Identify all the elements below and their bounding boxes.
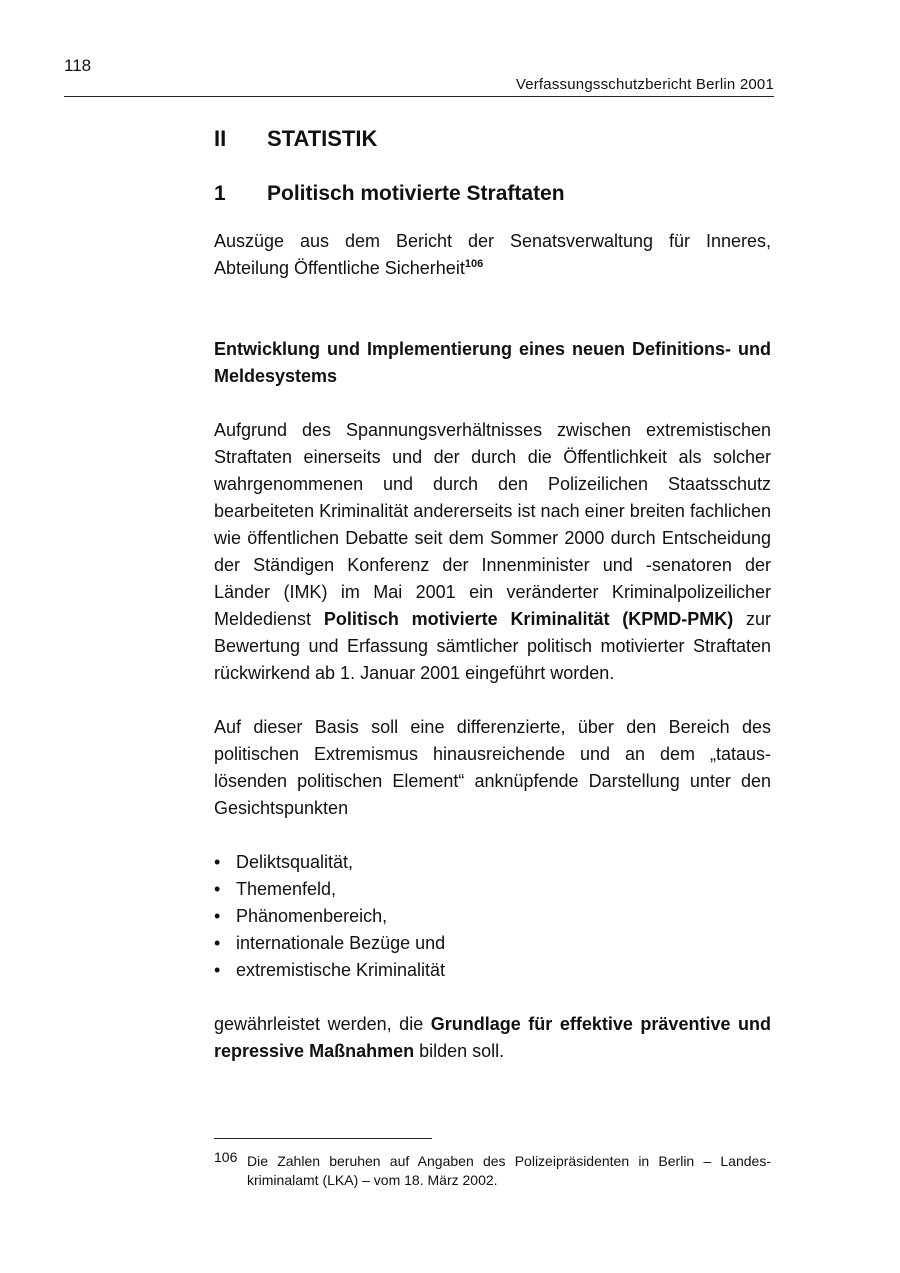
list-item	[214, 930, 771, 957]
section-title: Politisch motivierte Straftaten	[267, 182, 565, 205]
bullet-list	[214, 849, 771, 984]
footnote-number: 106	[214, 1149, 238, 1165]
list-item	[214, 849, 771, 876]
list-item	[214, 957, 771, 984]
running-header: Verfassungsschutzbericht Berlin 2001	[64, 76, 774, 97]
paragraph-1-text-after: zur Bewertung und Erfassung sämtlicher politisch motivierter Straftaten rückwirkend ab 1. Januar 2001 eingeführt worden.	[214, 609, 771, 683]
subheading: Entwicklung und Implementierung eines neuen Definitions- und Meldesystems	[214, 339, 771, 386]
list-item-text: internationale Bezüge und	[236, 933, 446, 953]
page-number: 118	[64, 56, 92, 75]
bullet-icon: •	[214, 960, 221, 980]
bullet-icon: •	[214, 879, 221, 899]
intro-text: Auszüge aus dem Bericht der Senatsverwaltung für Inneres, Abteilung Öffentliche Sicherheit	[214, 231, 771, 278]
bullet-icon: •	[214, 852, 221, 872]
paragraph-2: Auf dieser Basis soll eine differenzierte, über den Bereich des politischen Extremismus hinausreichende und an dem „tataus-lösenden politischen Element“ anknüpfende Darstellung unter den Gesichtspunkten	[214, 717, 771, 818]
footnote-reference: 106	[464, 258, 484, 270]
paragraph-3-text-before: gewährleistet werden, die	[214, 1014, 431, 1034]
footnote-separator	[214, 1138, 432, 1139]
section-number: 1	[214, 182, 226, 205]
intro-paragraph	[214, 228, 771, 282]
footnote	[214, 1148, 771, 1190]
section-heading	[214, 182, 771, 206]
paragraph-3-bold: Grundlage für effektive präventive und repressive Maßnahmen	[214, 1014, 771, 1061]
list-item-text: Deliktsqualität,	[236, 852, 354, 872]
list-item-text: extremistische Kriminalität	[236, 960, 446, 980]
list-item-text: Themenfeld,	[236, 879, 337, 899]
chapter-heading	[214, 126, 771, 152]
bullet-icon: •	[214, 906, 221, 926]
paragraph-3	[214, 1011, 771, 1065]
paragraph-1-text-before: Aufgrund des Spannungsverhältnisses zwischen extremistischen Straftaten einerseits und der durch die Öffentlichkeit als solcher wahrgenommenen und durch den Polizeilichen Staatsschutz bearbeiteten Kriminalität andererseits ist nach einer breiten fachlichen wie öffentlichen Debatte seit dem Sommer 2000 durch Entscheidung der Ständigen Konferenz der Innenminister und -senatoren der Länder (IMK) im Mai 2001 ein veränderter Kriminalpolizeilicher Meldedienst	[214, 420, 771, 629]
chapter-title: STATISTIK	[267, 126, 378, 151]
paragraph-3-text-after: bilden soll.	[414, 1041, 505, 1061]
bullet-icon: •	[214, 933, 221, 953]
chapter-number: II	[214, 126, 227, 151]
main-content	[214, 120, 771, 1065]
paragraph-1	[214, 417, 771, 687]
list-item-text: Phänomenbereich,	[236, 906, 388, 926]
paragraph-1-bold: Politisch motivierte Kriminalität (KPMD-PMK)	[323, 609, 734, 629]
footnote-text: Die Zahlen beruhen auf Angaben des Polizeipräsidenten in Berlin – Landes-kriminalamt (LKA) – vom 18. März 2002.	[247, 1153, 771, 1188]
list-item	[214, 903, 771, 930]
list-item	[214, 876, 771, 903]
